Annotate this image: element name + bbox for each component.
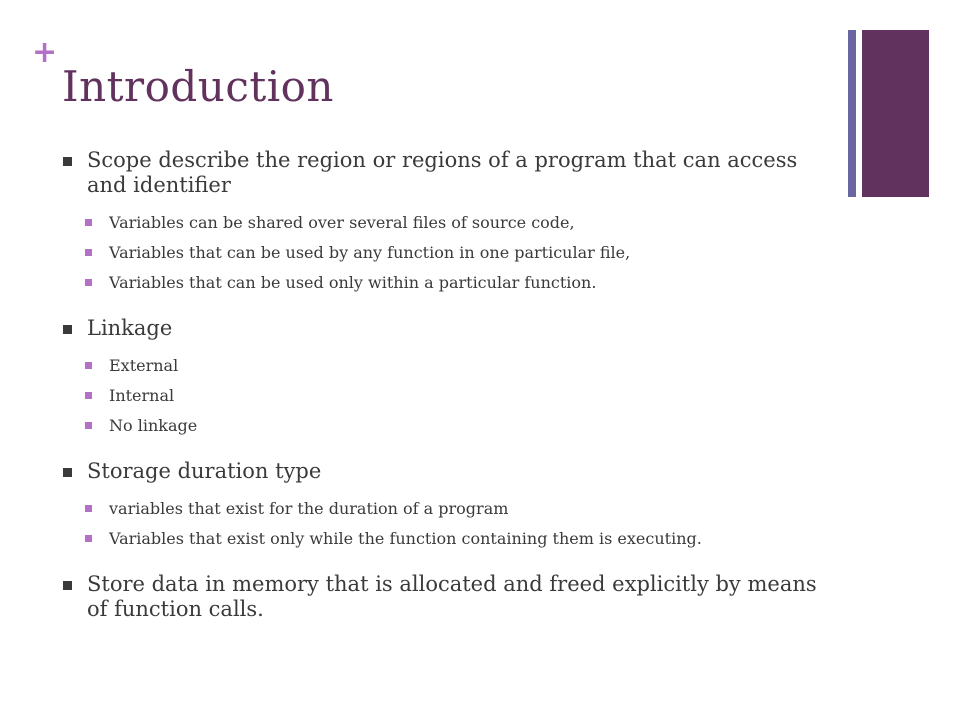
bullet-group-memory — [63, 572, 838, 622]
bullet-level1: Linkage — [63, 316, 838, 341]
bullet-group-scope — [63, 148, 838, 292]
bullet-level1: Store data in memory that is allocated and freed explicitly by means of function calls. — [63, 572, 838, 622]
accent-bar-thin — [848, 30, 856, 197]
plus-icon: + — [32, 35, 58, 70]
bullet-level2: Variables can be shared over several files of source code, — [85, 213, 838, 232]
bullet-level1: Scope describe the region or regions of a program that can access and identifier — [63, 148, 838, 198]
accent-bar-thick — [862, 30, 929, 197]
bullet-level2: Variables that can be used by any function in one particular file, — [85, 243, 838, 262]
bullet-level2: Internal — [85, 386, 838, 405]
bullet-level2: Variables that can be used only within a particular function. — [85, 273, 838, 292]
bullet-group-storage — [63, 459, 838, 548]
bullet-level2: Variables that exist only while the function containing them is executing. — [85, 529, 838, 548]
bullet-level2: No linkage — [85, 416, 838, 435]
slide-title: Introduction — [62, 62, 334, 111]
bullet-group-linkage — [63, 316, 838, 435]
bullet-level2: variables that exist for the duration of a program — [85, 499, 838, 518]
bullet-level2: External — [85, 356, 838, 375]
bullet-level1: Storage duration type — [63, 459, 838, 484]
slide-content — [63, 148, 838, 646]
